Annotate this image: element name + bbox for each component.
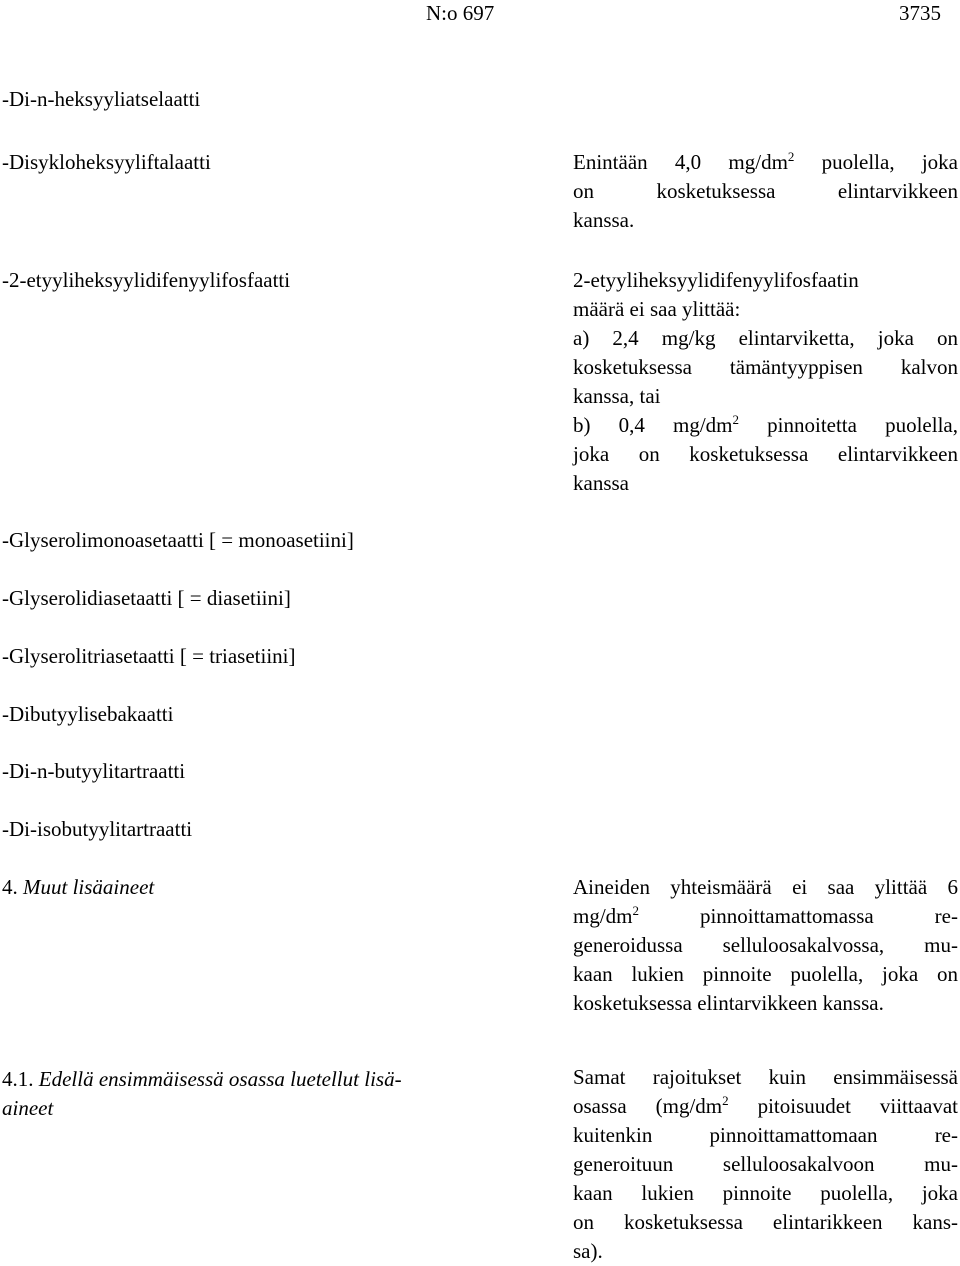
substance-name: -Glyserolitriasetaatti [ = triasetiini] xyxy=(2,644,296,668)
section-4-text xyxy=(573,873,958,1018)
substance-name: -Di-isobutyylitartraatti xyxy=(2,817,193,841)
section-line: kuitenkin pinnoittamattomaan re- xyxy=(573,1123,958,1147)
section-4-heading xyxy=(2,875,154,899)
journal-number: N:o 697 xyxy=(426,1,495,25)
limit-text-disyklo xyxy=(573,148,958,235)
section-heading-line: aineet xyxy=(2,1096,54,1120)
limit-line: on kosketuksessa elintarvikkeen xyxy=(573,179,958,203)
section-heading-line xyxy=(2,1065,502,1094)
limit-line: kanssa, tai xyxy=(573,384,661,408)
limit-line: joka on kosketuksessa elintarvikkeen xyxy=(573,442,958,466)
substance-name: -2-etyyliheksyylidifenyylifosfaatti xyxy=(2,268,291,292)
section-line: sa). xyxy=(573,1239,603,1263)
substance-name: -Glyserolimonoasetaatti [ = monoasetiini] xyxy=(2,528,354,552)
section-line: kaan lukien pinnoite puolella, joka xyxy=(573,1181,958,1205)
section-line: generoituun selluloosakalvoon mu- xyxy=(573,1152,958,1176)
substance-name: -Glyserolidiasetaatti [ = diasetiini] xyxy=(2,586,291,610)
limit-line: kanssa. xyxy=(573,208,635,232)
section-41-heading xyxy=(2,1065,502,1123)
section-line: Samat rajoitukset kuin ensimmäisessä xyxy=(573,1065,958,1089)
section-number: 4. xyxy=(2,875,18,899)
section-title: Edellä ensimmäisessä osassa luetellut lisä- xyxy=(38,1067,402,1091)
section-line: generoidussa selluloosakalvossa, mu- xyxy=(573,933,958,957)
limit-line: a) 2,4 mg/kg elintarviketta, joka on xyxy=(573,326,958,350)
section-number: 4.1. xyxy=(2,1067,34,1091)
section-line: on kosketuksessa elintarikkeen kans- xyxy=(573,1210,958,1234)
substance-name: -Disykloheksyyliftalaatti xyxy=(2,150,211,174)
section-line: kaan lukien pinnoite puolella, joka on xyxy=(573,962,958,986)
section-line: Aineiden yhteismäärä ei saa ylittää 6 xyxy=(573,875,958,899)
substance-name: -Di-n-heksyyliatselaatti xyxy=(2,87,201,111)
limit-line: määrä ei saa ylittää: xyxy=(573,297,741,321)
limit-line: Enintään 4,0 $mg/dm^2$ puolella, joka xyxy=(573,149,958,174)
section-title: Muut lisäaineet xyxy=(23,875,155,899)
section-line: kosketuksessa elintarvikkeen kanssa. xyxy=(573,991,884,1015)
substance-name: -Dibutyylisebakaatti xyxy=(2,702,174,726)
limit-line: kosketuksessa tämäntyyppisen kalvon xyxy=(573,355,958,379)
section-41-text xyxy=(573,1063,958,1266)
limit-line: 2-etyyliheksyylidifenyylifosfaatin xyxy=(573,268,859,292)
limit-line: kanssa xyxy=(573,471,629,495)
section-line: osassa ($mg/dm^2$ pitoisuudet viittaavat xyxy=(573,1093,959,1118)
page-number: 3735 xyxy=(899,1,941,25)
substance-name: -Di-n-butyylitartraatti xyxy=(2,759,186,783)
limit-text-etyyli xyxy=(573,266,958,498)
section-line: $mg/dm^2$ pinnoittamattomassa re- xyxy=(573,903,958,928)
limit-line: b) 0,4 $mg/dm^2$ pinnoitetta puolella, xyxy=(573,412,958,437)
